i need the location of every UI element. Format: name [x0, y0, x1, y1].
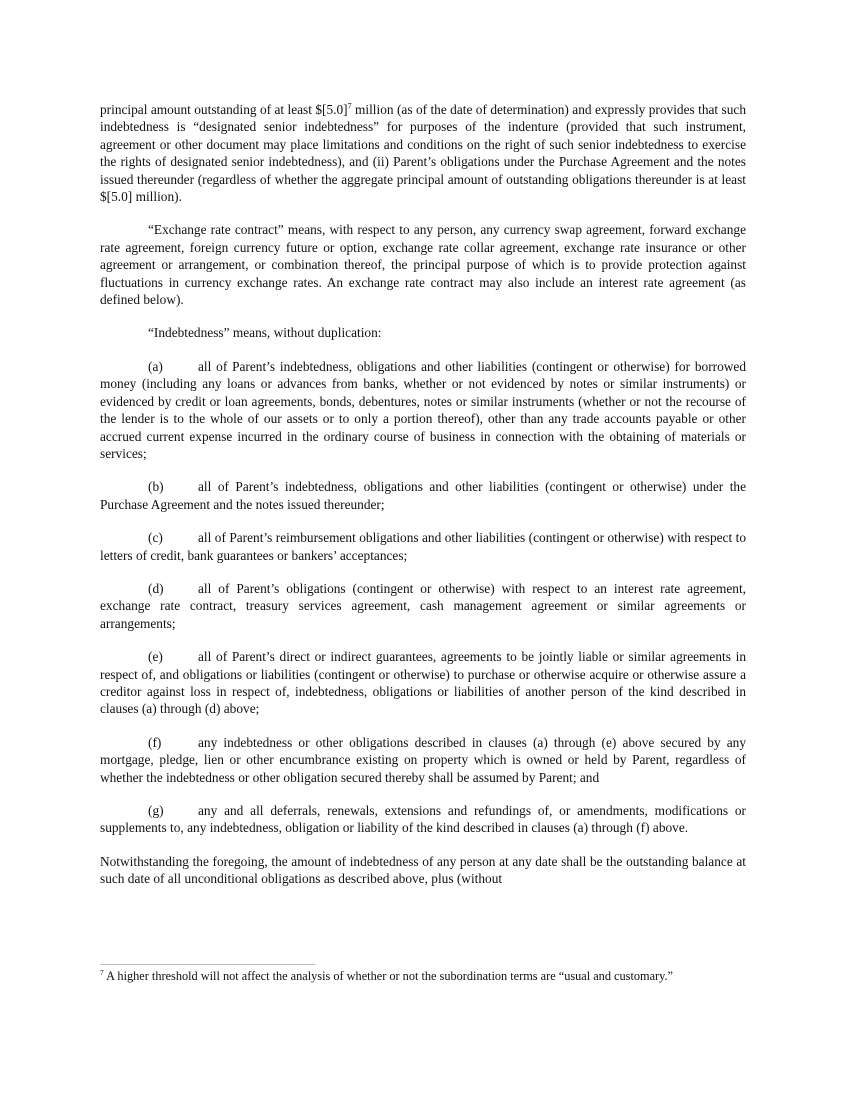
- clause-letter: (b): [148, 479, 164, 495]
- clause-text: all of Parent’s reimbursement obligations and other liabilities (contingent or otherwise) with respect to letters of credit, bank guarantees or bankers’ acceptances;: [100, 530, 746, 563]
- footnote-text: A higher threshold will not affect the analysis of whether or not the subordination terms are “usual and customary.”: [103, 969, 674, 983]
- footnote-separator: [100, 964, 315, 965]
- paragraph-notwithstanding: Notwithstanding the foregoing, the amount of indebtedness of any person at any date shall be the outstanding balance at such date of all unconditional obligations as described above, plus (without: [100, 853, 746, 887]
- clause-letter: (f): [148, 734, 162, 750]
- clause-c: [100, 529, 746, 564]
- clause-text: any indebtedness or other obligations described in clauses (a) through (e) above secured by any mortgage, pledge, lien or other encumbrance existing on property which is owned or held by Parent, regardless of whether the indebtedness or other obligation secured thereby shall be assumed by Parent; and: [100, 734, 746, 785]
- clause-b: [100, 478, 746, 513]
- clause-text: any and all deferrals, renewals, extensions and refundings of, or amendments, modifications or supplements to, any indebtedness, obligation or liability of the kind described in clauses (a) through (f) above.: [100, 803, 746, 836]
- clause-letter: (d): [148, 580, 164, 596]
- clause-e: [100, 648, 746, 718]
- clause-a: [100, 358, 746, 462]
- footnote: [100, 968, 700, 984]
- footnote-number: 7: [100, 967, 104, 977]
- clause-letter: (a): [148, 358, 163, 374]
- footnote-reference[interactable]: 7: [347, 101, 352, 111]
- clause-letter: (c): [148, 530, 163, 546]
- clause-text: all of Parent’s obligations (contingent or otherwise) with respect to an interest rate agreement, exchange rate contract, treasury services agreement, cash management agreement or similar agreements or arrangements;: [100, 580, 746, 631]
- clause-d: [100, 580, 746, 632]
- clause-letter: (g): [148, 803, 164, 818]
- clause-letter: (e): [148, 649, 163, 665]
- document-body: [100, 101, 746, 904]
- clause-text: all of Parent’s indebtedness, obligations and other liabilities (contingent or otherwise) for borrowed money (including any loans or advances from banks, whether or not evidenced by notes or similar instruments) or evidenced by credit or loan agreements, bonds, debentures, notes or similar instruments (whether or not the recourse of the lender is to the whole of our assets or to only a portion thereof), other than any trade accounts payable or other accrued current expense incurred in the ordinary course of business in connection with the obtaining of materials or services;: [100, 358, 746, 461]
- paragraph-principal-amount: [100, 101, 746, 205]
- paragraph-indebtedness-definition: “Indebtedness” means, without duplication:: [148, 325, 382, 341]
- clause-f: [100, 734, 746, 786]
- paragraph-exchange-rate-contract: “Exchange rate contract” means, with respect to any person, any currency swap agreement, forward exchange rate agreement, foreign currency future or option, exchange rate collar agreement, exchange rate insurance or other agreement or arrangement, or combination thereof, the principal purpose of which is to provide protection against fluctuations in currency exchange rates. An exchange rate contract may also include an interest rate agreement (as defined below).: [100, 222, 746, 308]
- paragraph-text: million (as of the date of determination) and expressly provides that such indebtedness is “designated senior indebtedness” for purposes of the indenture (provided that such instrument, agreement or other document may place limitations and conditions on the right of such senior indebtedness to exercise the rights of designated senior indebtedness), and (ii) Parent’s obligations under the Purchase Agreement and the notes issued thereunder (regardless of whether the aggregate principal amount of outstanding obligations thereunder is at least $[5.0] million).: [100, 102, 746, 205]
- clause-g: [100, 802, 746, 837]
- clause-text: all of Parent’s direct or indirect guarantees, agreements to be jointly liable or similar agreements in respect of, and obligations or liabilities (contingent or otherwise) to purchase or otherwise acquire or otherwise assure a creditor against loss in respect of, indebtedness, obligations or liabilities of another person of the kind described in clauses (a) through (d) above;: [100, 649, 746, 717]
- clause-text: all of Parent’s indebtedness, obligations and other liabilities (contingent or otherwise) under the Purchase Agreement and the notes issued thereunder;: [100, 479, 746, 512]
- paragraph-text: principal amount outstanding of at least $[5.0]: [100, 102, 348, 117]
